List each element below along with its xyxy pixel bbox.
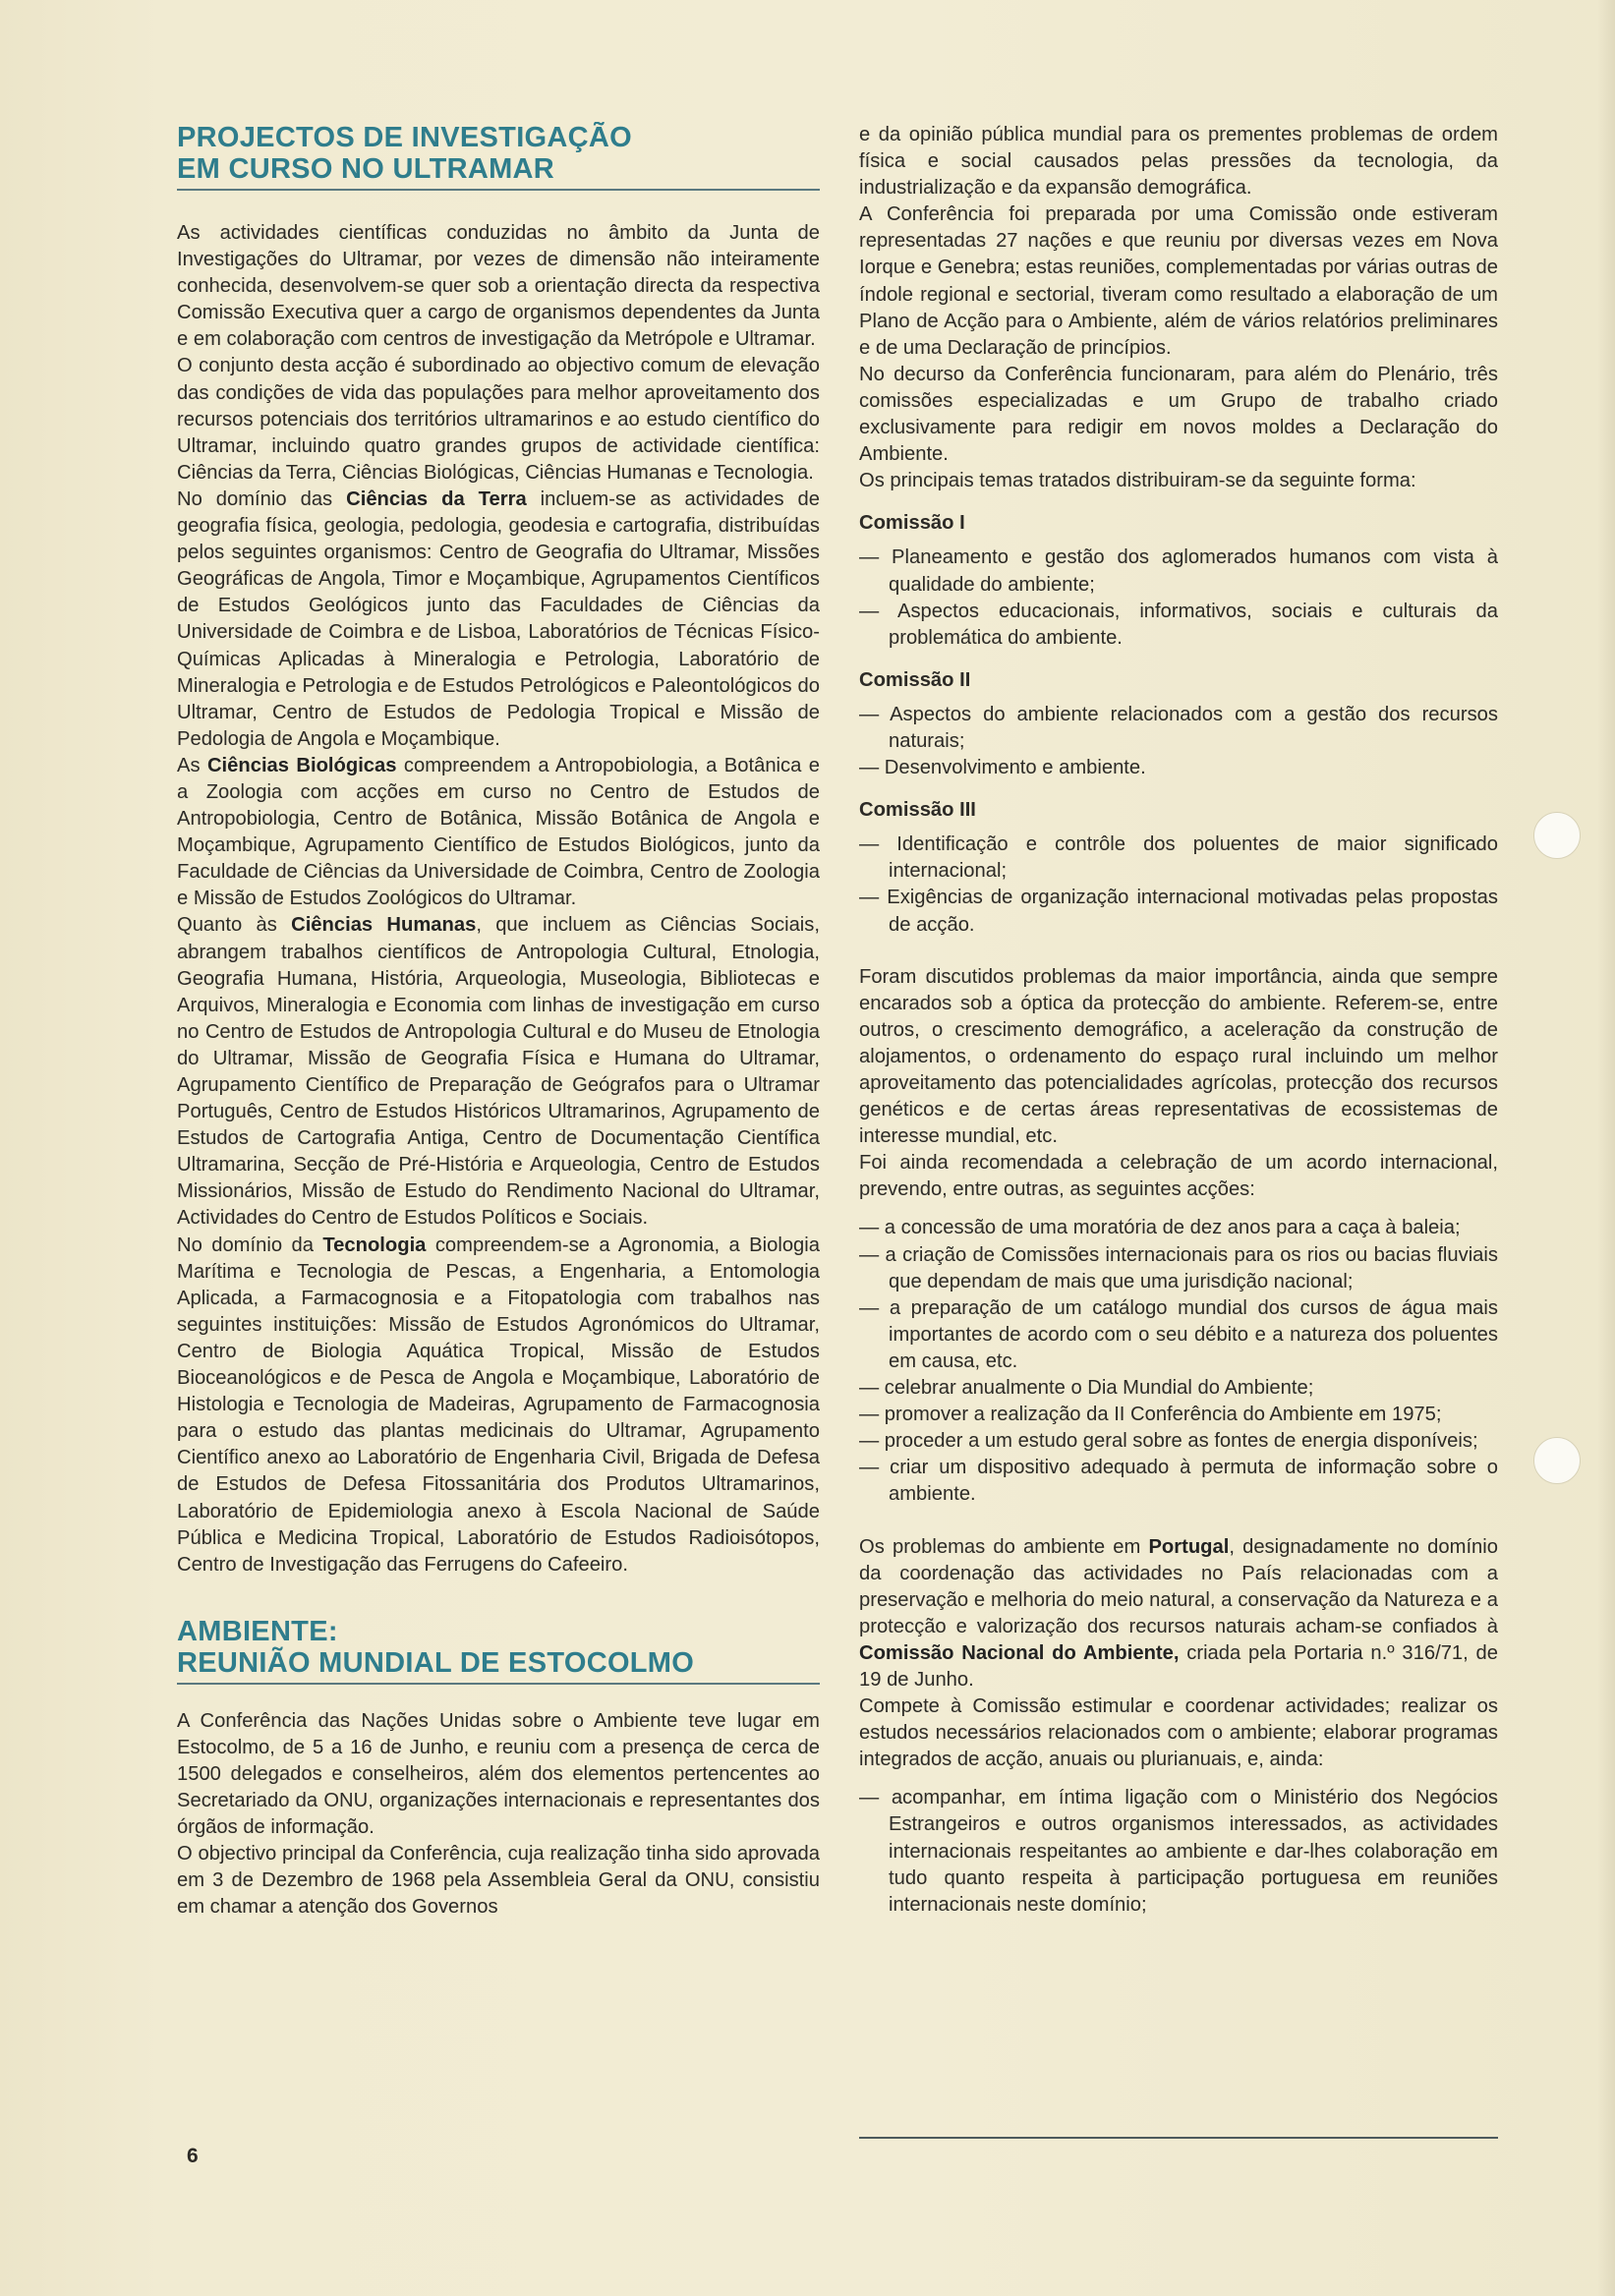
page-number: 6 xyxy=(187,2145,199,2167)
text-run: , designadamente no domínio da coordenação das actividades no País relacionadas com a preservação e melhoria do meio natural, a conservação da Natureza e a protecção e valorização dos recursos naturais acham-se confiados à xyxy=(859,1535,1498,1637)
heading-line: PROJECTOS DE INVESTIGAÇÃO xyxy=(177,122,632,153)
paragraph: Foi ainda recomendada a celebração de um acordo internacional, prevendo, entre outras, as seguintes acções: xyxy=(859,1152,1498,1201)
bold-term: Comissão Nacional do Ambiente, xyxy=(859,1641,1180,1664)
bold-term: Portugal xyxy=(1148,1535,1230,1558)
text-run: , que incluem as Ciências Sociais, abrangem trabalhos científicos de Antropologia Cultural, Etnologia, Geografia Humana, História, Arqueologia, Museologia, Bibliotecas e Arquivos, Mineralogia e Economia com linhas de investigação em curso no Centro de Estudos de Antropologia Cultural e do Museu de Etnologia do Ultramar, Missão de Geografia Física e Humana do Ultramar, Agrupamento Científico de Preparação de Geógrafos para o Ultramar Português, Centro de Estudos Históricos Ultramarinos, Agrupamento de Estudos de Cartografia Antiga, Centro de Documentação Científica Ultramarina, Secção de Pré-História e Arqueologia, Centro de Estudos Missionários, Missão de Estudo do Rendimento Nacional do Ultramar, Actividades do Centro de Estudos Políticos e Sociais. xyxy=(177,914,820,1230)
section-heading-ambiente xyxy=(177,1616,820,1685)
text-run: criada pela Portaria n.º 316/71, de 19 de Junho. xyxy=(859,1641,1498,1691)
list-item: — a preparação de um catálogo mundial dos cursos de água mais importantes de acordo com o seu débito e a natureza dos poluentes em causa, etc. xyxy=(859,1296,1498,1372)
list-item: — Aspectos do ambiente relacionados com a gestão dos recursos naturais; xyxy=(859,703,1498,752)
paragraph xyxy=(177,1233,820,1578)
page-edge-shadow xyxy=(1597,0,1615,2296)
list-item: — a criação de Comissões internacionais para os rios ou bacias fluviais que dependam de mais que uma jurisdição nacional; xyxy=(859,1243,1498,1292)
paragraph xyxy=(177,753,820,913)
spacer xyxy=(859,939,1498,964)
text-run: No domínio da xyxy=(177,1234,323,1256)
list-item: — acompanhar, em íntima ligação com o Ministério dos Negócios Estrangeiros e outros organismos interessados, as actividades internacionais respeitantes ao ambiente e dar-lhes colaboração em tudo quanto respeita à participação portuguesa em reuniões internacionais neste domínio; xyxy=(859,1787,1498,1916)
paragraph: O conjunto desta acção é subordinado ao objectivo comum de elevação das condições de vida das populações para melhor aproveitamento dos recursos potenciais dos territórios ultramarinos e ao estudo científico do Ultramar, incluindo quatro grandes grupos de actividade científica: Ciências da Terra, Ciências Biológicas, Ciências Humanas e Tecnologia. xyxy=(177,355,820,484)
list-item: — Identificação e contrôle dos poluentes de maior significado internacional; xyxy=(859,833,1498,883)
heading-line: AMBIENTE: xyxy=(177,1615,338,1647)
text-run: Os problemas do ambiente em xyxy=(859,1535,1149,1558)
paragraph xyxy=(177,487,820,753)
list-item: — Desenvolvimento e ambiente. xyxy=(859,757,1146,779)
paragraph: No decurso da Conferência funcionaram, para além do Plenário, três comissões especializadas e um Grupo de trabalho criado exclusivamente para redigir em novos moldes a Declaração do Ambiente. xyxy=(859,363,1498,466)
paragraph: O objectivo principal da Conferência, cuja realização tinha sido aprovada em 3 de Dezembro de 1968 pela Assembleia Geral da ONU, consistiu em chamar a atenção dos Governos xyxy=(177,1843,820,1919)
commission-title: Comissão I xyxy=(859,512,965,535)
spacer xyxy=(859,1773,1498,1785)
text-run: Quanto às xyxy=(177,914,292,937)
right-column xyxy=(859,122,1498,2139)
section-heading-projectos xyxy=(177,122,820,191)
bottom-rule xyxy=(859,2137,1498,2139)
list-item: — Aspectos educacionais, informativos, sociais e culturais da problemática do ambiente. xyxy=(859,600,1498,649)
paragraph: e da opinião pública mundial para os prementes problemas de ordem física e social causados pelas pressões da tecnologia, da industrialização e da expansão demográfica. xyxy=(859,124,1498,200)
bold-term: Tecnologia xyxy=(322,1234,427,1256)
list-item: — Exigências de organização internacional motivadas pelas propostas de acção. xyxy=(859,887,1498,936)
paragraph xyxy=(177,912,820,1232)
list-item: — a concessão de uma moratória de dez anos para a caça à baleia; xyxy=(859,1217,1461,1239)
list-item: — promover a realização da II Conferência do Ambiente em 1975; xyxy=(859,1404,1442,1426)
paragraph: A Conferência foi preparada por uma Comissão onde estiveram representadas 27 nações e que reuniu por diversas vezes em Nova Iorque e Genebra; estas reuniões, complementadas por várias outras de índole regional e sectorial, tiveram como resultado a elaboração de um Plano de Acção para o Ambiente, além de vários relatórios preliminares e de uma Declaração de princípios. xyxy=(859,203,1498,359)
text-run: No domínio das xyxy=(177,488,347,510)
heading-line: REUNIÃO MUNDIAL DE ESTOCOLMO xyxy=(177,1646,695,1679)
paragraph: A Conferência das Nações Unidas sobre o Ambiente teve lugar em Estocolmo, de 5 a 16 de Junho, e reuniu com a presença de cerca de 1500 delegados e conselheiros, além dos elementos pertencentes ao Secretariado da ONU, organizações internacionais e representantes dos órgãos de informação. xyxy=(177,1709,820,1839)
bold-term: Ciências Biológicas xyxy=(206,754,397,776)
text-run: As xyxy=(177,754,207,776)
paragraph: As actividades científicas conduzidas no âmbito da Junta de Investigações do Ultramar, por vezes de dimensão não inteiramente conhecida, desenvolvem-se quer sob a orientação directa da respectiva Comissão Executiva quer a cargo de organismos dependentes da Junta e em colaboração com centros de investigação da Metrópole e Ultramar. xyxy=(177,222,820,351)
commission-title: Comissão II xyxy=(859,668,971,691)
left-column xyxy=(177,122,820,2117)
list-item: — criar um dispositivo adequado à permuta de informação sobre o ambiente. xyxy=(859,1457,1498,1506)
text-run: compreendem-se a Agronomia, a Biologia Marítima e Tecnologia de Pescas, a Engenharia, a Entomologia Aplicada, a Farmacognosia e a Fitopatologia com trabalhos nas seguintes instituições: Missão de Estudos Agronómicos do Ultramar, Centro de Biologia Aquática Tropical, Missão de Estudos Bioceanológicos e de Pesca de Angola e Moçambique, Laboratório de Histologia e Tecnologia de Madeiras, Agrupamento de Farmacognosia para o estudo das plantas medicinais do Ultramar, Agrupamento Científico anexo ao Laboratório de Engenharia Civil, Brigada de Defesa de Estudos de Defesa Fitossanitária dos Produtos Ultramarinos, Laboratório de Epidemiologia anexo à Escola Nacional de Saúde Pública e Medicina Tropical, Laboratório de Estudos Radioisótopos, Centro de Investigação das Ferrugens do Cafeeiro. xyxy=(177,1234,820,1576)
paragraph: Os principais temas tratados distribuiram-se da seguinte forma: xyxy=(859,470,1416,492)
commission-title: Comissão III xyxy=(859,799,976,822)
list-item: — proceder a um estudo geral sobre as fontes de energia disponíveis; xyxy=(859,1430,1478,1453)
paragraph xyxy=(859,1534,1498,1694)
punch-hole xyxy=(1533,812,1581,859)
paragraph: Foram discutidos problemas da maior importância, ainda que sempre encarados sob a óptica da protecção do ambiente. Referem-se, entre outros, o crescimento demográfico, a aceleração da construção de alojamentos, o ordenamento do espaço rural incluindo um melhor aproveitamento das potencialidades agrícolas, protecção dos recursos genéticos e de certas áreas representativas de ecossistemas de interesse mundial, etc. xyxy=(859,965,1498,1148)
punch-hole xyxy=(1533,1437,1581,1484)
list-item: — celebrar anualmente o Dia Mundial do Ambiente; xyxy=(859,1377,1314,1400)
spacer xyxy=(859,1203,1498,1215)
bold-term: Ciências da Terra xyxy=(346,488,527,510)
spacer xyxy=(859,1509,1498,1534)
list-item: — Planeamento e gestão dos aglomerados humanos com vista à qualidade do ambiente; xyxy=(859,546,1498,596)
text-run: incluem-se as actividades de geografia física, geologia, pedologia, geodesia e cartografia, distribuídas pelos seguintes organismos: Centro de Geografia do Ultramar, Missões Geográficas de Angola, Timor e Moçambique, Agrupamentos Científicos de Estudos Geológicos junto das Faculdades de Ciências da Universidade de Coimbra e de Lisboa, Laboratórios de Técnicas Físico-Químicas Aplicadas à Mineralogia e Petrologia, Laboratório de Mineralogia e Petrologia e de Estudos Petrológicos e Paleontológicos do Ultramar, Centro de Estudos de Pedologia Tropical e Missão de Pedologia de Angola e Moçambique. xyxy=(177,488,820,750)
bold-term: Ciências Humanas xyxy=(291,914,477,937)
text-run: compreendem a Antropobiologia, a Botânica e a Zoologia com acções em curso no Centro de Estudos de Antropobiologia, Centro de Botânica, Missão Botânica de Angola e Moçambique, Agrupamento Científico de Estudos Biológicos, junto da Faculdade de Ciências da Universidade de Coimbra, Centro de Zoologia e Missão de Estudos Zoológicos do Ultramar. xyxy=(177,754,820,910)
heading-line: EM CURSO NO ULTRAMAR xyxy=(177,153,555,185)
paragraph: Compete à Comissão estimular e coordenar actividades; realizar os estudos necessários relacionados com o ambiente; elaborar programas integrados de acção, anuais ou plurianuais, e, ainda: xyxy=(859,1695,1498,1771)
